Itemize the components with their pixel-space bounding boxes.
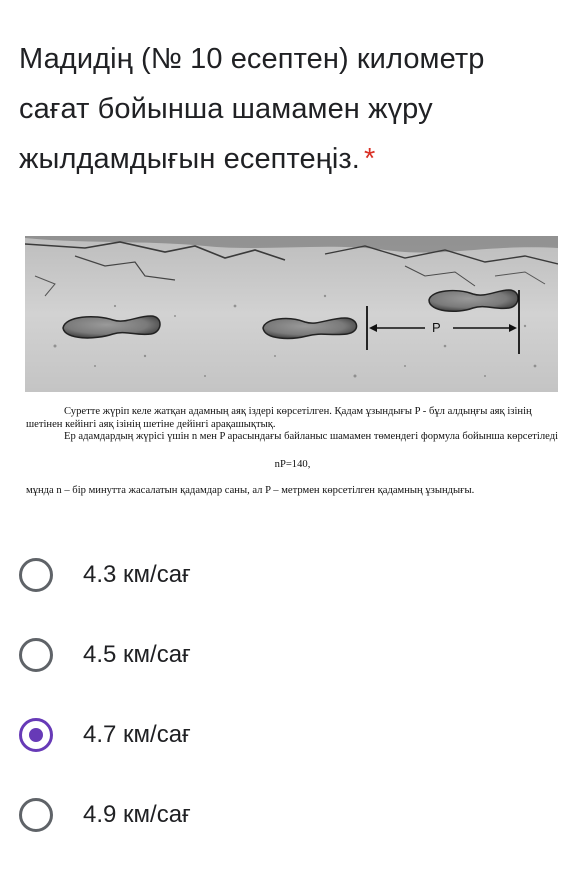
option-4-7[interactable] xyxy=(0,700,576,760)
option-4-3[interactable] xyxy=(0,540,576,600)
footprints-photo xyxy=(25,236,558,392)
radio-button[interactable] xyxy=(19,798,53,832)
radio-button[interactable] xyxy=(19,558,53,592)
caption-paragraph-1: Суретте жүріп келе жатқан адамның аяқ іздері көрсетілген. Қадам ұзындығы P - бұл алдыңғы аяқ ізінің шетінен кейінгі аяқ ізінің шетіне дейінгі арақашықтық. xyxy=(26,406,532,430)
radio-button[interactable] xyxy=(19,638,53,672)
step-length-label: P xyxy=(432,320,441,335)
option-4-5[interactable] xyxy=(0,620,576,680)
option-4-9[interactable] xyxy=(0,780,576,840)
question-figure xyxy=(25,236,558,536)
formula: nP=140, xyxy=(274,458,311,470)
figure-caption xyxy=(26,406,559,498)
option-label: 4.3 км/сағ xyxy=(83,561,191,588)
option-label: 4.7 км/сағ xyxy=(83,721,191,748)
option-label: 4.5 км/сағ xyxy=(83,641,191,668)
caption-paragraph-3: мұнда n – бір минутта жасалатын қадамдар саны, ал P – метрмен көрсетілген қадамның ұзындығы. xyxy=(26,485,475,496)
radio-button-selected[interactable] xyxy=(19,718,53,752)
option-label: 4.9 км/сағ xyxy=(83,801,191,828)
caption-paragraph-2: Ер адамдардың жүрісі үшін n мен P арасындағы байланыс шамамен төмендегі формула бойынша көрсетіледі xyxy=(64,431,559,442)
question-title xyxy=(19,34,559,184)
required-asterisk: * xyxy=(363,143,376,175)
question-text: Мадидің (№ 10 есептен) километр сағат бойынша шамамен жүру жылдамдығын есептеңіз. xyxy=(19,43,485,175)
